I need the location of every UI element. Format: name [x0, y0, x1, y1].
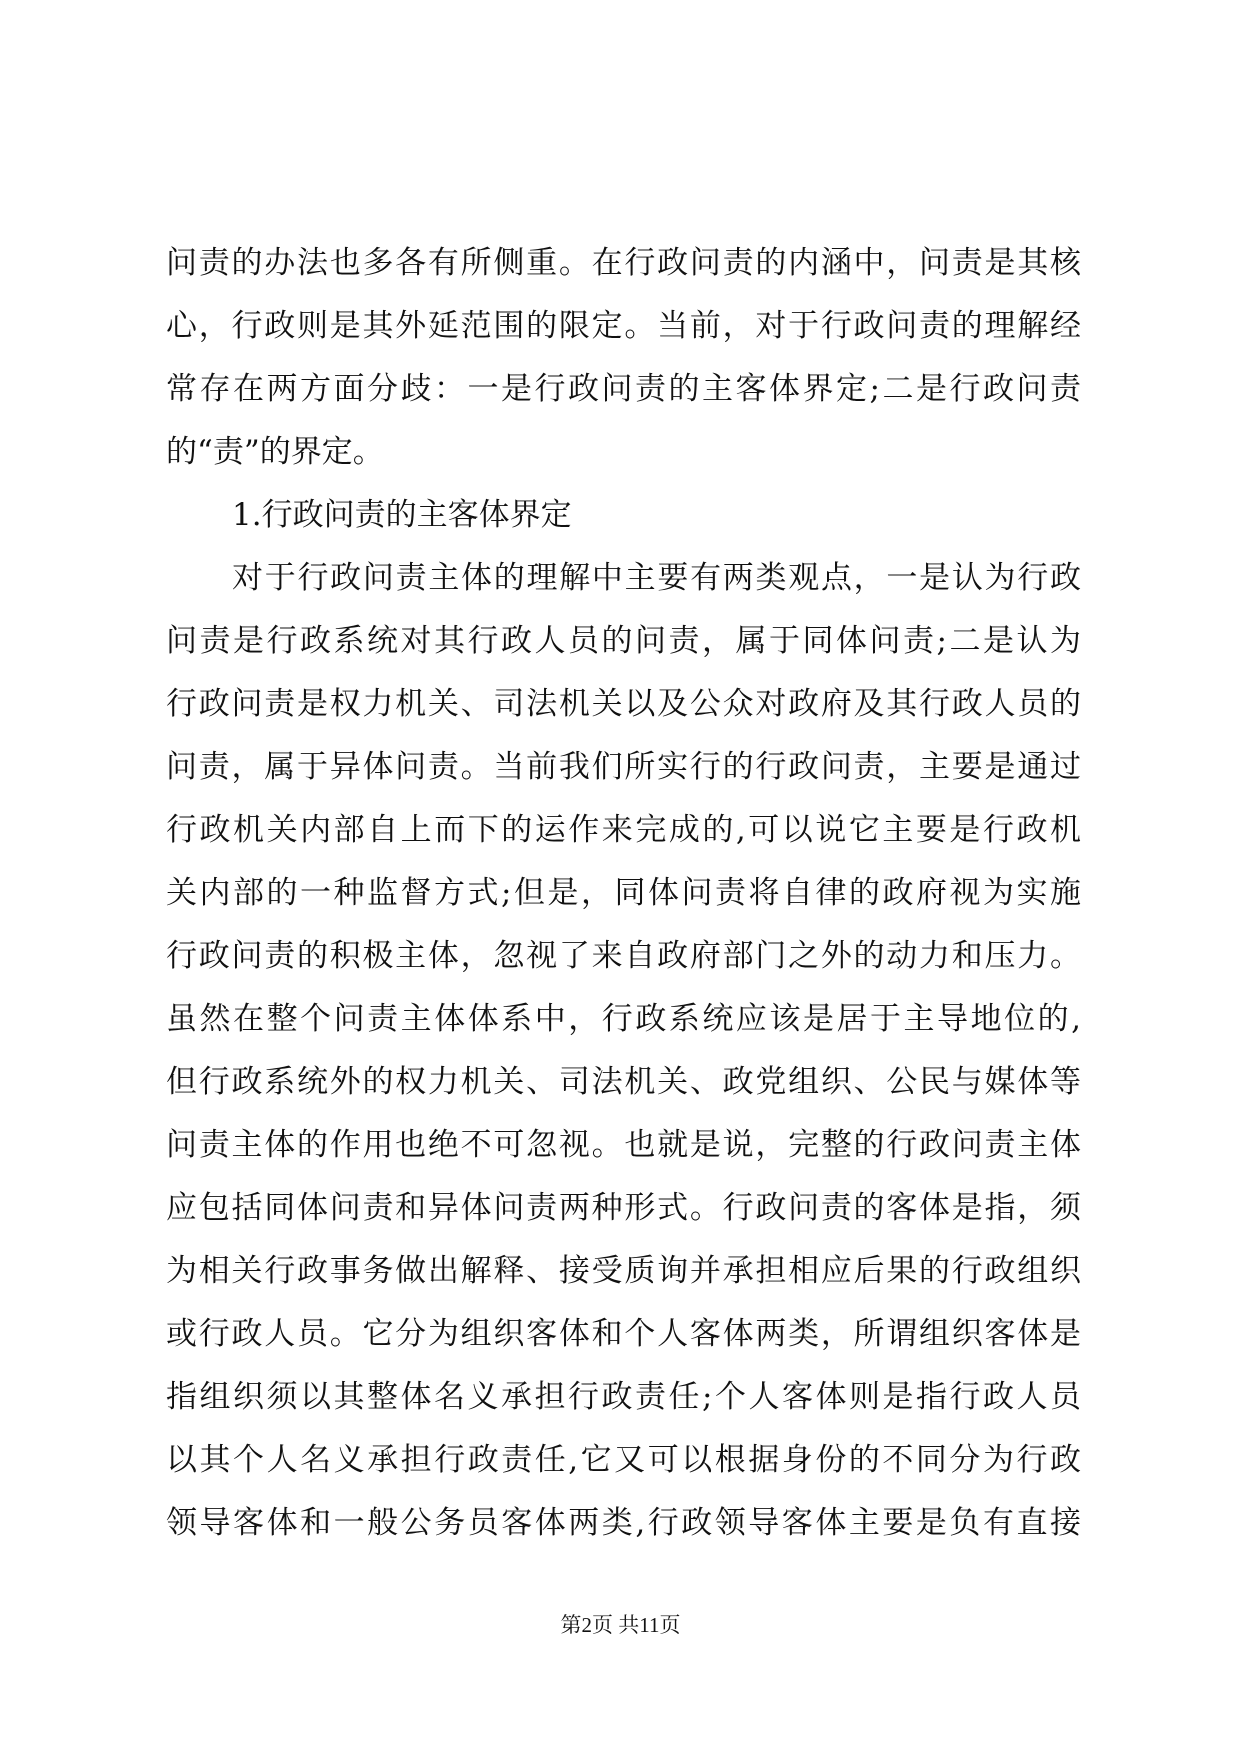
- document-body: [166, 232, 1081, 1555]
- paragraph-1-line-2: 心，行政则是其外延范围的限定。当前，对于行政问责的理解经: [166, 308, 1081, 344]
- paragraph-2-line-2: 问责是行政系统对其行政人员的问责，属于同体问责;二是认为: [166, 623, 1081, 659]
- page-number-footer: 第2页 共11页: [560, 1613, 681, 1637]
- paragraph-2-line-14: 指组织须以其整体名义承担行政责任;个人客体则是指行政人员: [166, 1379, 1081, 1415]
- paragraph-2-line-11: 应包括同体问责和异体问责两种形式。行政问责的客体是指，须: [166, 1190, 1081, 1226]
- paragraph-2-line-15: 以其个人名义承担行政责任,它又可以根据身份的不同分为行政: [166, 1442, 1081, 1478]
- paragraph-2-line-16: 领导客体和一般公务员客体两类,行政领导客体主要是负有直接: [166, 1505, 1081, 1541]
- paragraph-2-line-7: 行政问责的积极主体，忽视了来自政府部门之外的动力和压力。: [166, 938, 1081, 974]
- paragraph-2-line-1: 对于行政问责主体的理解中主要有两类观点，一是认为行政: [232, 560, 1081, 596]
- paragraph-2-line-13: 或行政人员。它分为组织客体和个人客体两类，所谓组织客体是: [166, 1316, 1081, 1352]
- paragraph-2-line-10: 问责主体的作用也绝不可忽视。也就是说，完整的行政问责主体: [166, 1127, 1081, 1163]
- paragraph-2-line-12: 为相关行政事务做出解释、接受质询并承担相应后果的行政组织: [166, 1253, 1081, 1289]
- paragraph-1-line-3: 常存在两方面分歧：一是行政问责的主客体界定;二是行政问责: [166, 371, 1081, 407]
- paragraph-2-line-4: 问责，属于异体问责。当前我们所实行的行政问责，主要是通过: [166, 749, 1081, 785]
- paragraph-2-line-8: 虽然在整个问责主体体系中，行政系统应该是居于主导地位的,: [166, 1001, 1081, 1037]
- paragraph-2-line-3: 行政问责是权力机关、司法机关以及公众对政府及其行政人员的: [166, 686, 1081, 722]
- paragraph-1-line-4: 的“责”的界定。: [166, 434, 384, 470]
- paragraph-1-line-1: 问责的办法也多各有所侧重。在行政问责的内涵中，问责是其核: [166, 245, 1081, 281]
- paragraph-2-line-5: 行政机关内部自上而下的运作来完成的,可以说它主要是行政机: [166, 812, 1081, 848]
- paragraph-2-line-6: 关内部的一种监督方式;但是，同体问责将自律的政府视为实施: [166, 875, 1081, 911]
- paragraph-2-line-9: 但行政系统外的权力机关、司法机关、政党组织、公民与媒体等: [166, 1064, 1081, 1100]
- section-heading: 1.行政问责的主客体界定: [232, 497, 572, 533]
